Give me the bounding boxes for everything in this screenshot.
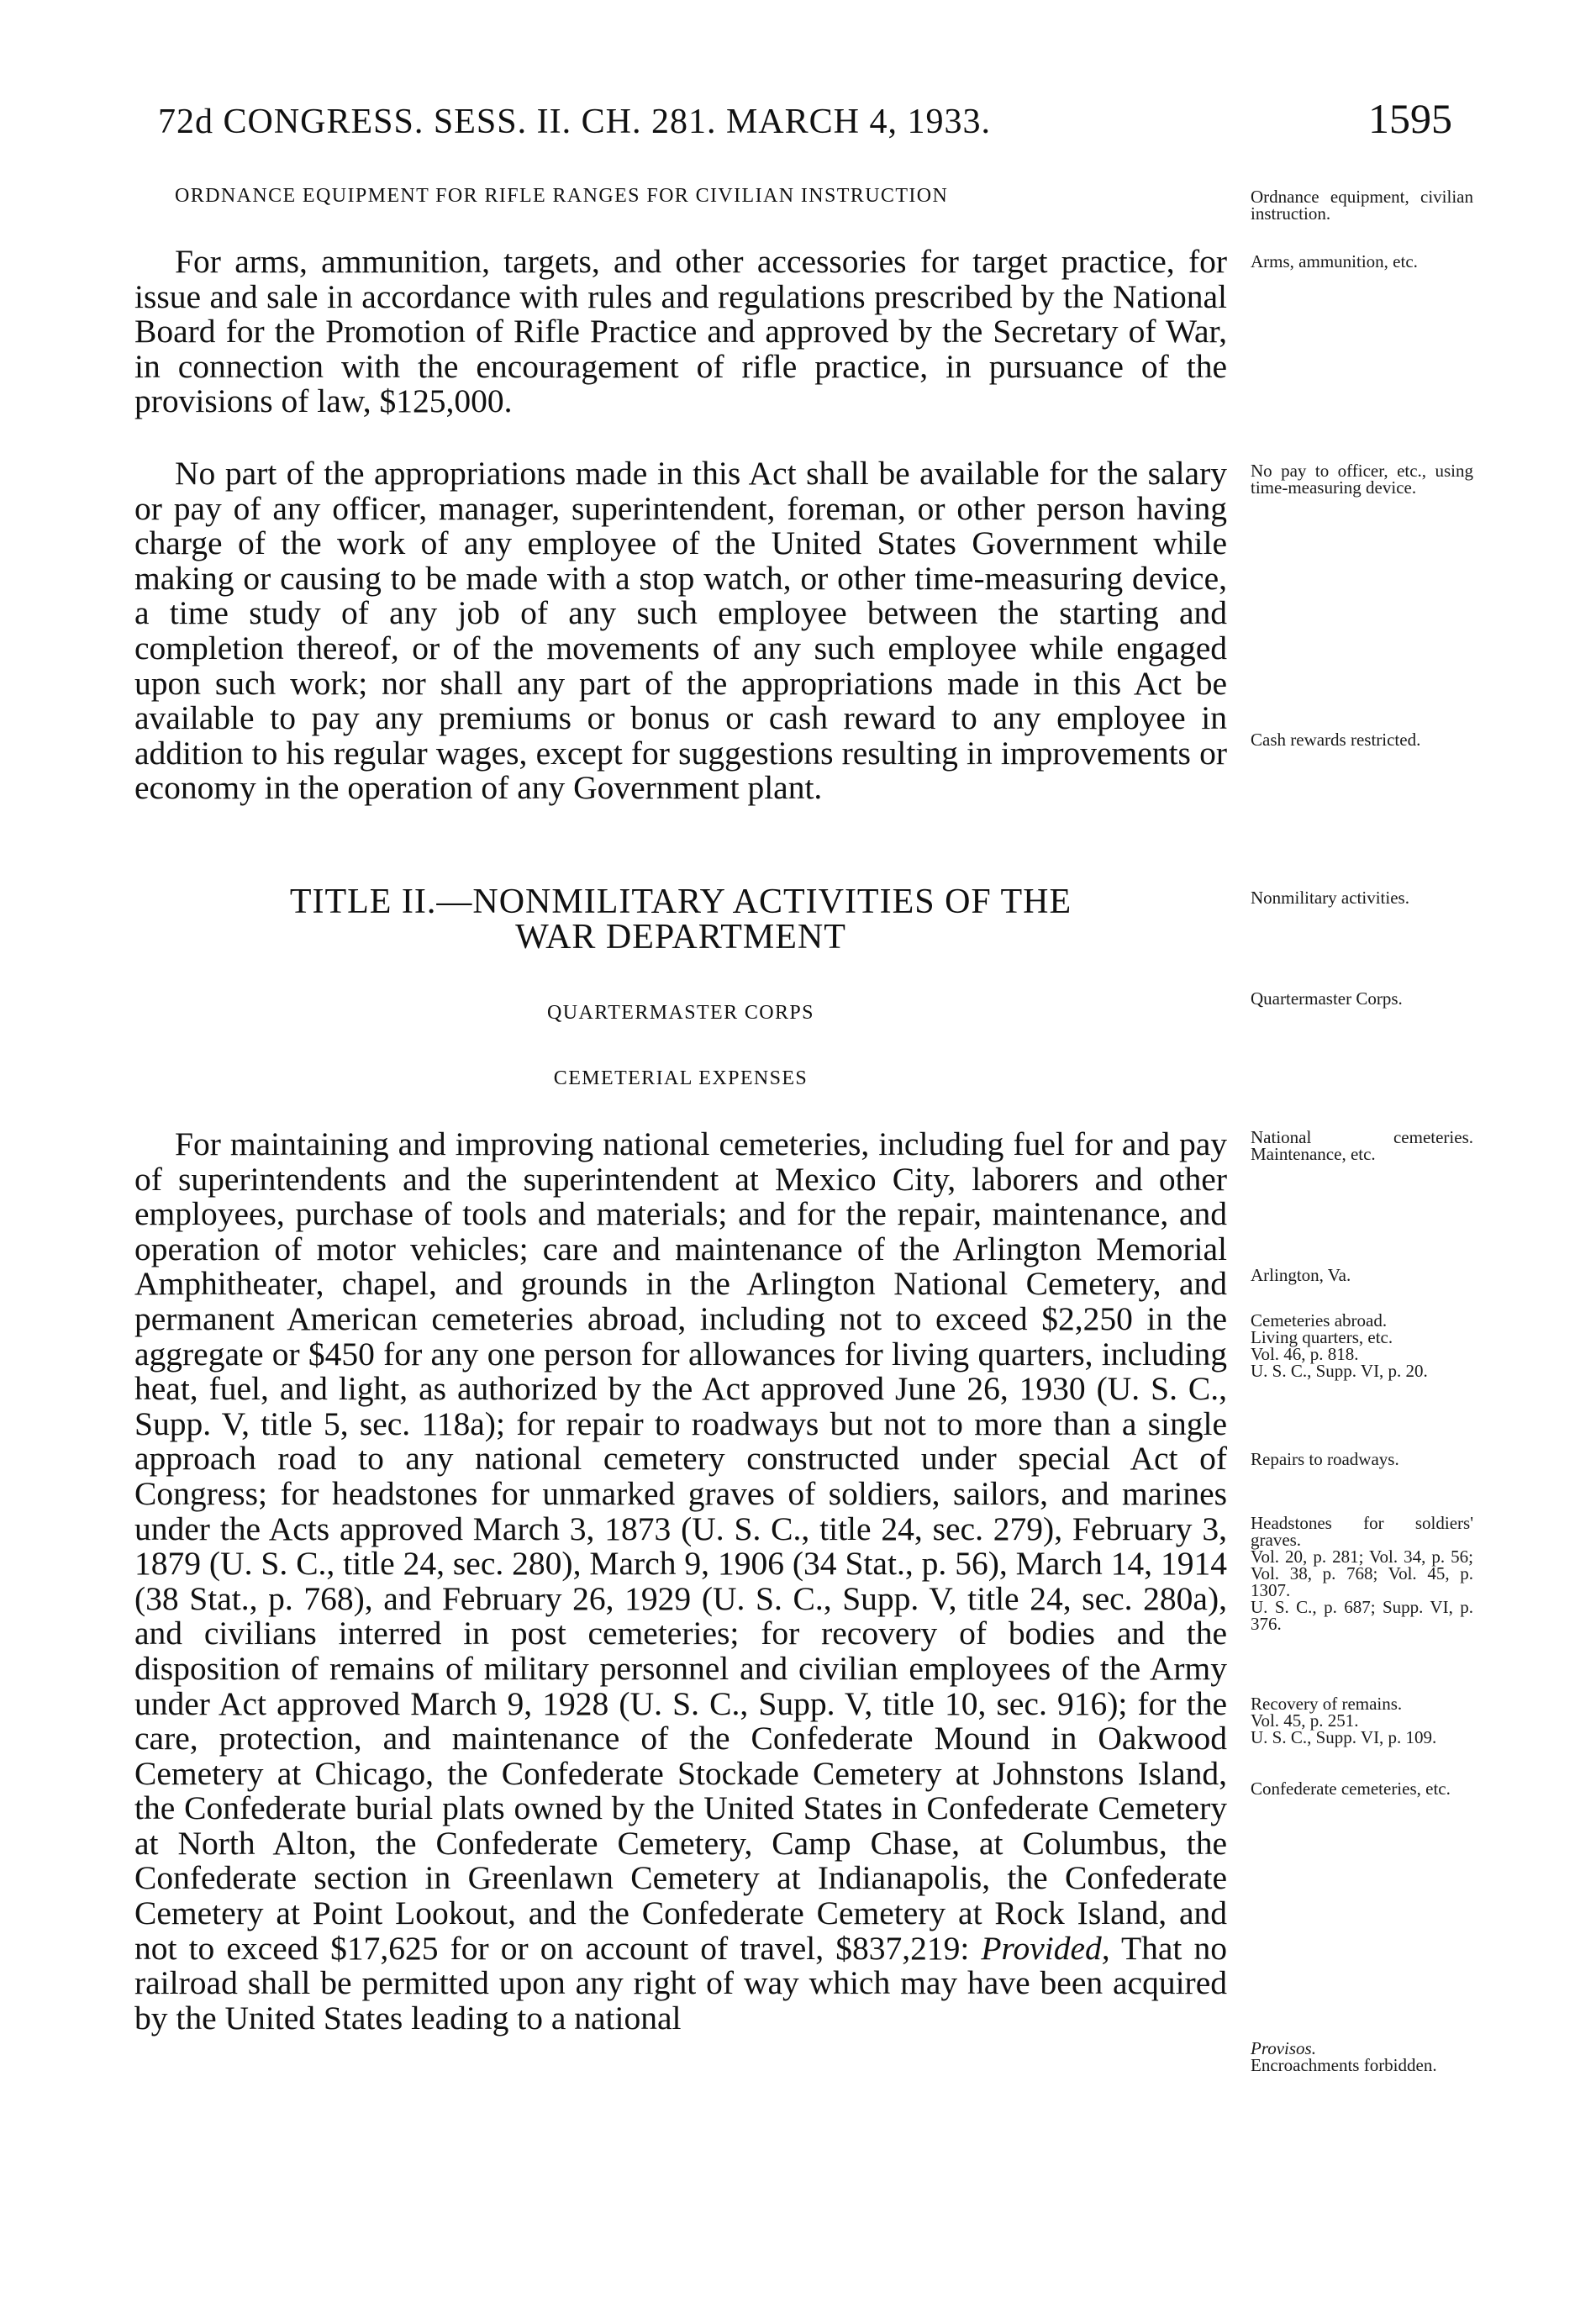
margin-note-vol46: Vol. 46, p. 818. xyxy=(1251,1344,1359,1364)
title-ii-heading xyxy=(134,884,1227,955)
margin-note-arlington: Arlington, Va. xyxy=(1251,1265,1351,1285)
margin-note-national-cemeteries: National cemeteries. Maintenance, etc. xyxy=(1251,1127,1473,1164)
margin-note-encroachments: Encroachments forbidden. xyxy=(1251,2055,1437,2075)
margin-note-arms: Arms, ammunition, etc. xyxy=(1251,251,1418,271)
cemetery-text: For maintaining and improving national cemeteries, including fuel for and pay of superintendents and the superintendent at Mexico City, laborers and other employees, purchase of tools and materials; and for the repair, maintenance, and operation of motor vehicles; care and maintenance of the Arlington Memorial Amphitheater, chapel, and grounds in the Arlington National Cemetery, and permanent American cemeteries abroad, including not to exceed $2,250 in the aggregate or $450 for any one person for allowances for living quarters, including heat, fuel, and light, as authorized by the Act approved June 26, 1930 (U. S. C., Supp. V, title 5, sec. 118a); for repair to roadways but not to more than a single approach road to any national cemetery constructed under special Act of Congress; for headstones for unmarked graves of soldiers, sailors, and marines under the Acts approved March 3, 1873 (U. S. C., title 24, sec. 279), February 3, 1879 (U. S. C., title 24, sec. 280), March 9, 1906 (34 Stat., p. 56), March 14, 1914 (38 Stat., p. 768), and February 26, 1929 (U. S. C., Supp. V, title 24, sec. 280a), and civilians interred in post cemeteries; for recovery of bodies and the disposition of remains of military personnel and civilian employees of the Army under Act approved March 9, 1928 (U. S. C., Supp. V, title 10, sec. 916); for the care, protection, and maintenance of the Confederate Mound in Oakwood Cemetery at Chicago, the Confederate Stockade Cemetery at Johnstons Island, the Confederate burial plats owned by the United States in Confederate Cemetery at North Alton, the Confederate Cemetery, Camp Chase, at Columbus, the Confederate section in Greenlawn Cemetery at Indianapolis, the Confederate Cemetery at Point Lookout, and the Confederate Cemetery at Rock Island, and not to exceed $17,625 for or on account of travel, $837,219: xyxy=(134,1125,1227,1967)
margin-note-cemeteries-abroad-title: Cemeteries abroad. xyxy=(1251,1310,1388,1331)
margin-note-headstones-title: Headstones for soldiers' graves. xyxy=(1251,1513,1473,1550)
ordnance-heading: ORDNANCE EQUIPMENT FOR RIFLE RANGES FOR CIVILIAN INSTRUCTION xyxy=(175,185,949,207)
title-ii-line-2: WAR DEPARTMENT xyxy=(515,918,846,956)
margin-note-nonmilitary: Nonmilitary activities. xyxy=(1251,888,1409,908)
margin-note-usc-supp: U. S. C., Supp. VI, p. 20. xyxy=(1251,1361,1428,1381)
cemetery-section xyxy=(134,1127,1227,2036)
margin-note-quartermaster: Quartermaster Corps. xyxy=(1251,988,1403,1009)
margin-note-recovery xyxy=(1251,1695,1473,1746)
margin-note-no-pay: No pay to officer, etc., using time-measuring device. xyxy=(1251,461,1473,498)
margin-note-living-quarters: Living quarters, etc. xyxy=(1251,1327,1393,1347)
margin-note-headstones xyxy=(1251,1515,1473,1632)
stopwatch-paragraph: No part of the appropriations made in this Act shall be available for the salary or pay of any officer, manager, superintendent, foreman, or other person having charge of the work of any employee of the United States Government while making or causing to be made with a stop watch, or other time-measuring device, a time study of any job of any such employee between the starting and completion thereof, or of the movements of any such employee while engaged upon such work; nor shall any part of the appropriations made in this Act be available to pay any premiums or bonus or cash reward to any employee in addition to his regular wages, except for suggestions resulting in improvements or economy in the operation of any Government plant. xyxy=(134,455,1227,807)
running-head xyxy=(158,94,1452,143)
margin-note-ordnance: Ordnance equipment, civilian instruction. xyxy=(1251,187,1473,224)
margin-note-cemeteries-abroad xyxy=(1251,1312,1473,1379)
page-number: 1595 xyxy=(1368,95,1452,142)
margin-note-confederate: Confederate cemeteries, etc. xyxy=(1251,1778,1451,1799)
ordnance-section xyxy=(134,245,1227,419)
cemetery-text-tail: That no railroad shall be permitted upon any right of way which may have been acquired by the United States leading to a national xyxy=(134,1929,1228,2037)
margin-note-cash-rewards: Cash rewards restricted. xyxy=(1251,730,1421,750)
stopwatch-section xyxy=(134,456,1227,806)
margin-note-headstones-vols: Vol. 20, p. 281; Vol. 34, p. 56; Vol. 38, p. 768; Vol. 45, p. 1307. xyxy=(1251,1547,1473,1600)
ordnance-paragraph: For arms, ammunition, targets, and other accessories for target practice, for issue and sale in accordance with rules and regulations prescribed by the National Board for the Promotion of Rifle Practice and approved by the Secretary of War, in connection with the encouragement of rifle practice, in pursuance of the provisions of law, $125,000. xyxy=(134,243,1227,420)
margin-note-recovery-title: Recovery of remains. xyxy=(1251,1694,1403,1714)
cemetery-paragraph xyxy=(134,1127,1227,2036)
cemeterial-heading: CEMETERIAL EXPENSES xyxy=(553,1067,809,1089)
title-ii-line-1: TITLE II.—NONMILITARY ACTIVITIES OF THE xyxy=(289,883,1072,921)
running-head-citation: 72d CONGRESS. SESS. II. CH. 281. MARCH 4, 1933. xyxy=(158,103,991,141)
quartermaster-heading: QUARTERMASTER CORPS xyxy=(547,1002,814,1024)
margin-note-provisos-title: Provisos. xyxy=(1251,2038,1316,2058)
margin-note-recovery-usc: U. S. C., Supp. VI, p. 109. xyxy=(1251,1727,1437,1747)
provided-word: Provided, xyxy=(981,1929,1110,1967)
margin-note-provisos xyxy=(1251,2040,1473,2074)
margin-note-roadways: Repairs to roadways. xyxy=(1251,1449,1399,1469)
margin-note-headstones-usc: U. S. C., p. 687; Supp. VI, p. 376. xyxy=(1251,1597,1473,1634)
margin-note-recovery-vol: Vol. 45, p. 251. xyxy=(1251,1710,1359,1731)
